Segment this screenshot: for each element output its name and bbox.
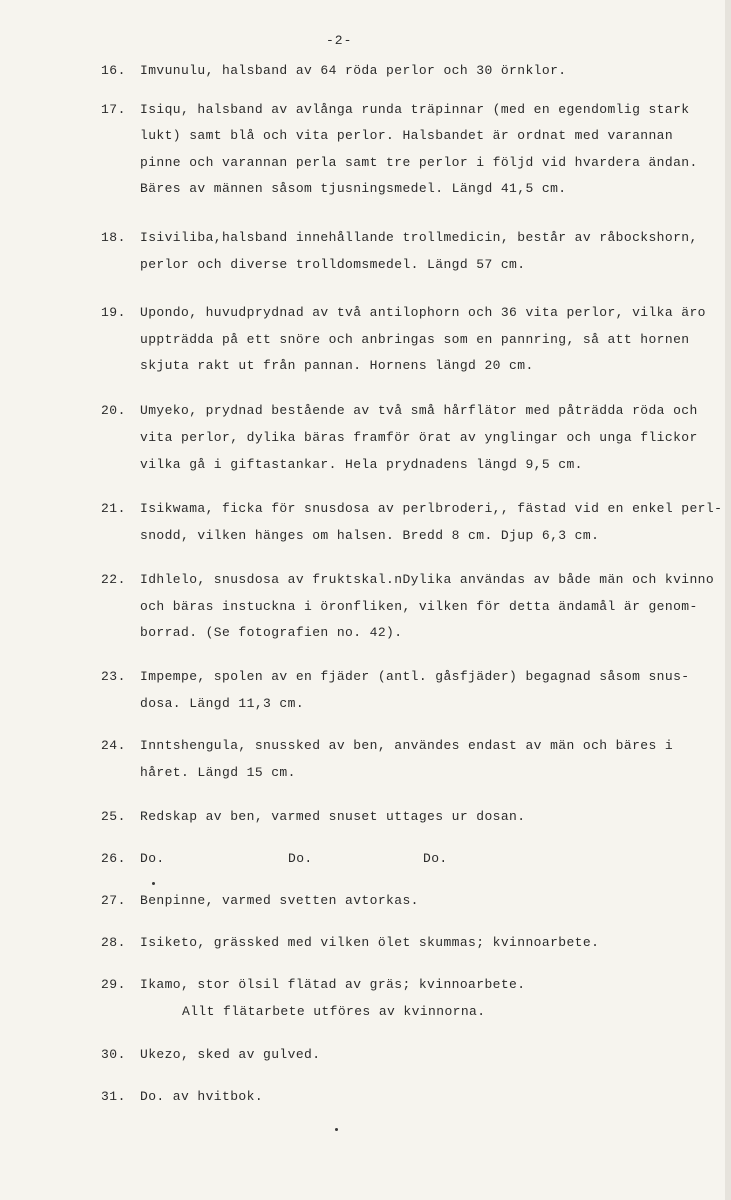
entry-line: Benpinne, varmed svetten avtorkas. (140, 893, 419, 908)
entry-line: skjuta rakt ut från pannan. Hornens längd 20 cm. (140, 358, 534, 373)
entry-line: Isiviliba,halsband innehållande trollmedicin, består av råbockshorn, (140, 230, 698, 245)
entry-line: perlor och diverse trolldomsmedel. Längd 57 cm. (140, 257, 526, 272)
ditto-mark: Do. (288, 851, 313, 866)
entry-number: 31. (101, 1089, 126, 1104)
entry-note: Allt flätarbete utföres av kvinnorna. (182, 1004, 486, 1019)
entry-line: lukt) samt blå och vita perlor. Halsbandet är ordnat med varannan (140, 128, 674, 143)
entry-line: Isiqu, halsband av avlånga runda träpinnar (med en egendomlig stark (140, 102, 690, 117)
entry-line: snodd, vilken hänges om halsen. Bredd 8 cm. Djup 6,3 cm. (140, 528, 600, 543)
entry-number: 18. (101, 230, 126, 245)
entry-line: Isiketo, grässked med vilken ölet skummas; kvinnoarbete. (140, 935, 600, 950)
entry-line: vilka gå i giftastankar. Hela prydnadens längd 9,5 cm. (140, 457, 583, 472)
entry-line: Idhlelo, snusdosa av fruktskal.nDylika användas av både män och kvinno (140, 572, 715, 587)
entry-number: 21. (101, 501, 126, 516)
entry-line: Isikwama, ficka för snusdosa av perlbroderi,, fästad vid en enkel perl- (140, 501, 723, 516)
entry-line: borrad. (Se fotografien no. 42). (140, 625, 403, 640)
entry-number: 24. (101, 738, 126, 753)
entry-number: 27. (101, 893, 126, 908)
entry-line: Umyeko, prydnad bestående av två små hårflätor med påträdda röda och (140, 403, 698, 418)
entry-number: 19. (101, 305, 126, 320)
entry-number: 30. (101, 1047, 126, 1062)
entry-line: pinne och varannan perla samt tre perlor i följd vid hvardera ändan. (140, 155, 698, 170)
entry-line: håret. Längd 15 cm. (140, 765, 296, 780)
entry-line: Ukezo, sked av gulved. (140, 1047, 321, 1062)
entry-line: Bäres av männen såsom tjusningsmedel. Längd 41,5 cm. (140, 181, 567, 196)
entry-line: vita perlor, dylika bäras framför örat av ynglingar och unga flickor (140, 430, 698, 445)
entry-line: och bäras instuckna i öronfliken, vilken för detta ändamål är genom- (140, 599, 698, 614)
entry-line: dosa. Längd 11,3 cm. (140, 696, 305, 711)
ditto-mark: Do. (140, 851, 165, 866)
entry-number: 25. (101, 809, 126, 824)
entry-line: Inntshengula, snussked av ben, användes endast av män och bäres i (140, 738, 674, 753)
stray-mark (152, 882, 155, 885)
entry-line: Impempe, spolen av en fjäder (antl. gåsfjäder) begagnad såsom snus- (140, 669, 690, 684)
ditto-mark: Do. (423, 851, 448, 866)
entry-number: 26. (101, 851, 126, 866)
entry-line: Imvunulu, halsband av 64 röda perlor och 30 örnklor. (140, 63, 567, 78)
entry-number: 17. (101, 102, 126, 117)
page-number: -2- (326, 33, 353, 48)
entry-number: 22. (101, 572, 126, 587)
entry-number: 20. (101, 403, 126, 418)
entry-number: 29. (101, 977, 126, 992)
entry-line: Redskap av ben, varmed snuset uttages ur dosan. (140, 809, 526, 824)
entry-line: uppträdda på ett snöre och anbringas som en pannring, så att hornen (140, 332, 690, 347)
entry-line: Do. av hvitbok. (140, 1089, 264, 1104)
stray-mark (335, 1128, 338, 1131)
entry-number: 16. (101, 63, 126, 78)
entry-number: 28. (101, 935, 126, 950)
entry-number: 23. (101, 669, 126, 684)
entry-line: Ikamo, stor ölsil flätad av gräs; kvinnoarbete. (140, 977, 526, 992)
entry-line: Upondo, huvudprydnad av två antilophorn och 36 vita perlor, vilka äro (140, 305, 706, 320)
